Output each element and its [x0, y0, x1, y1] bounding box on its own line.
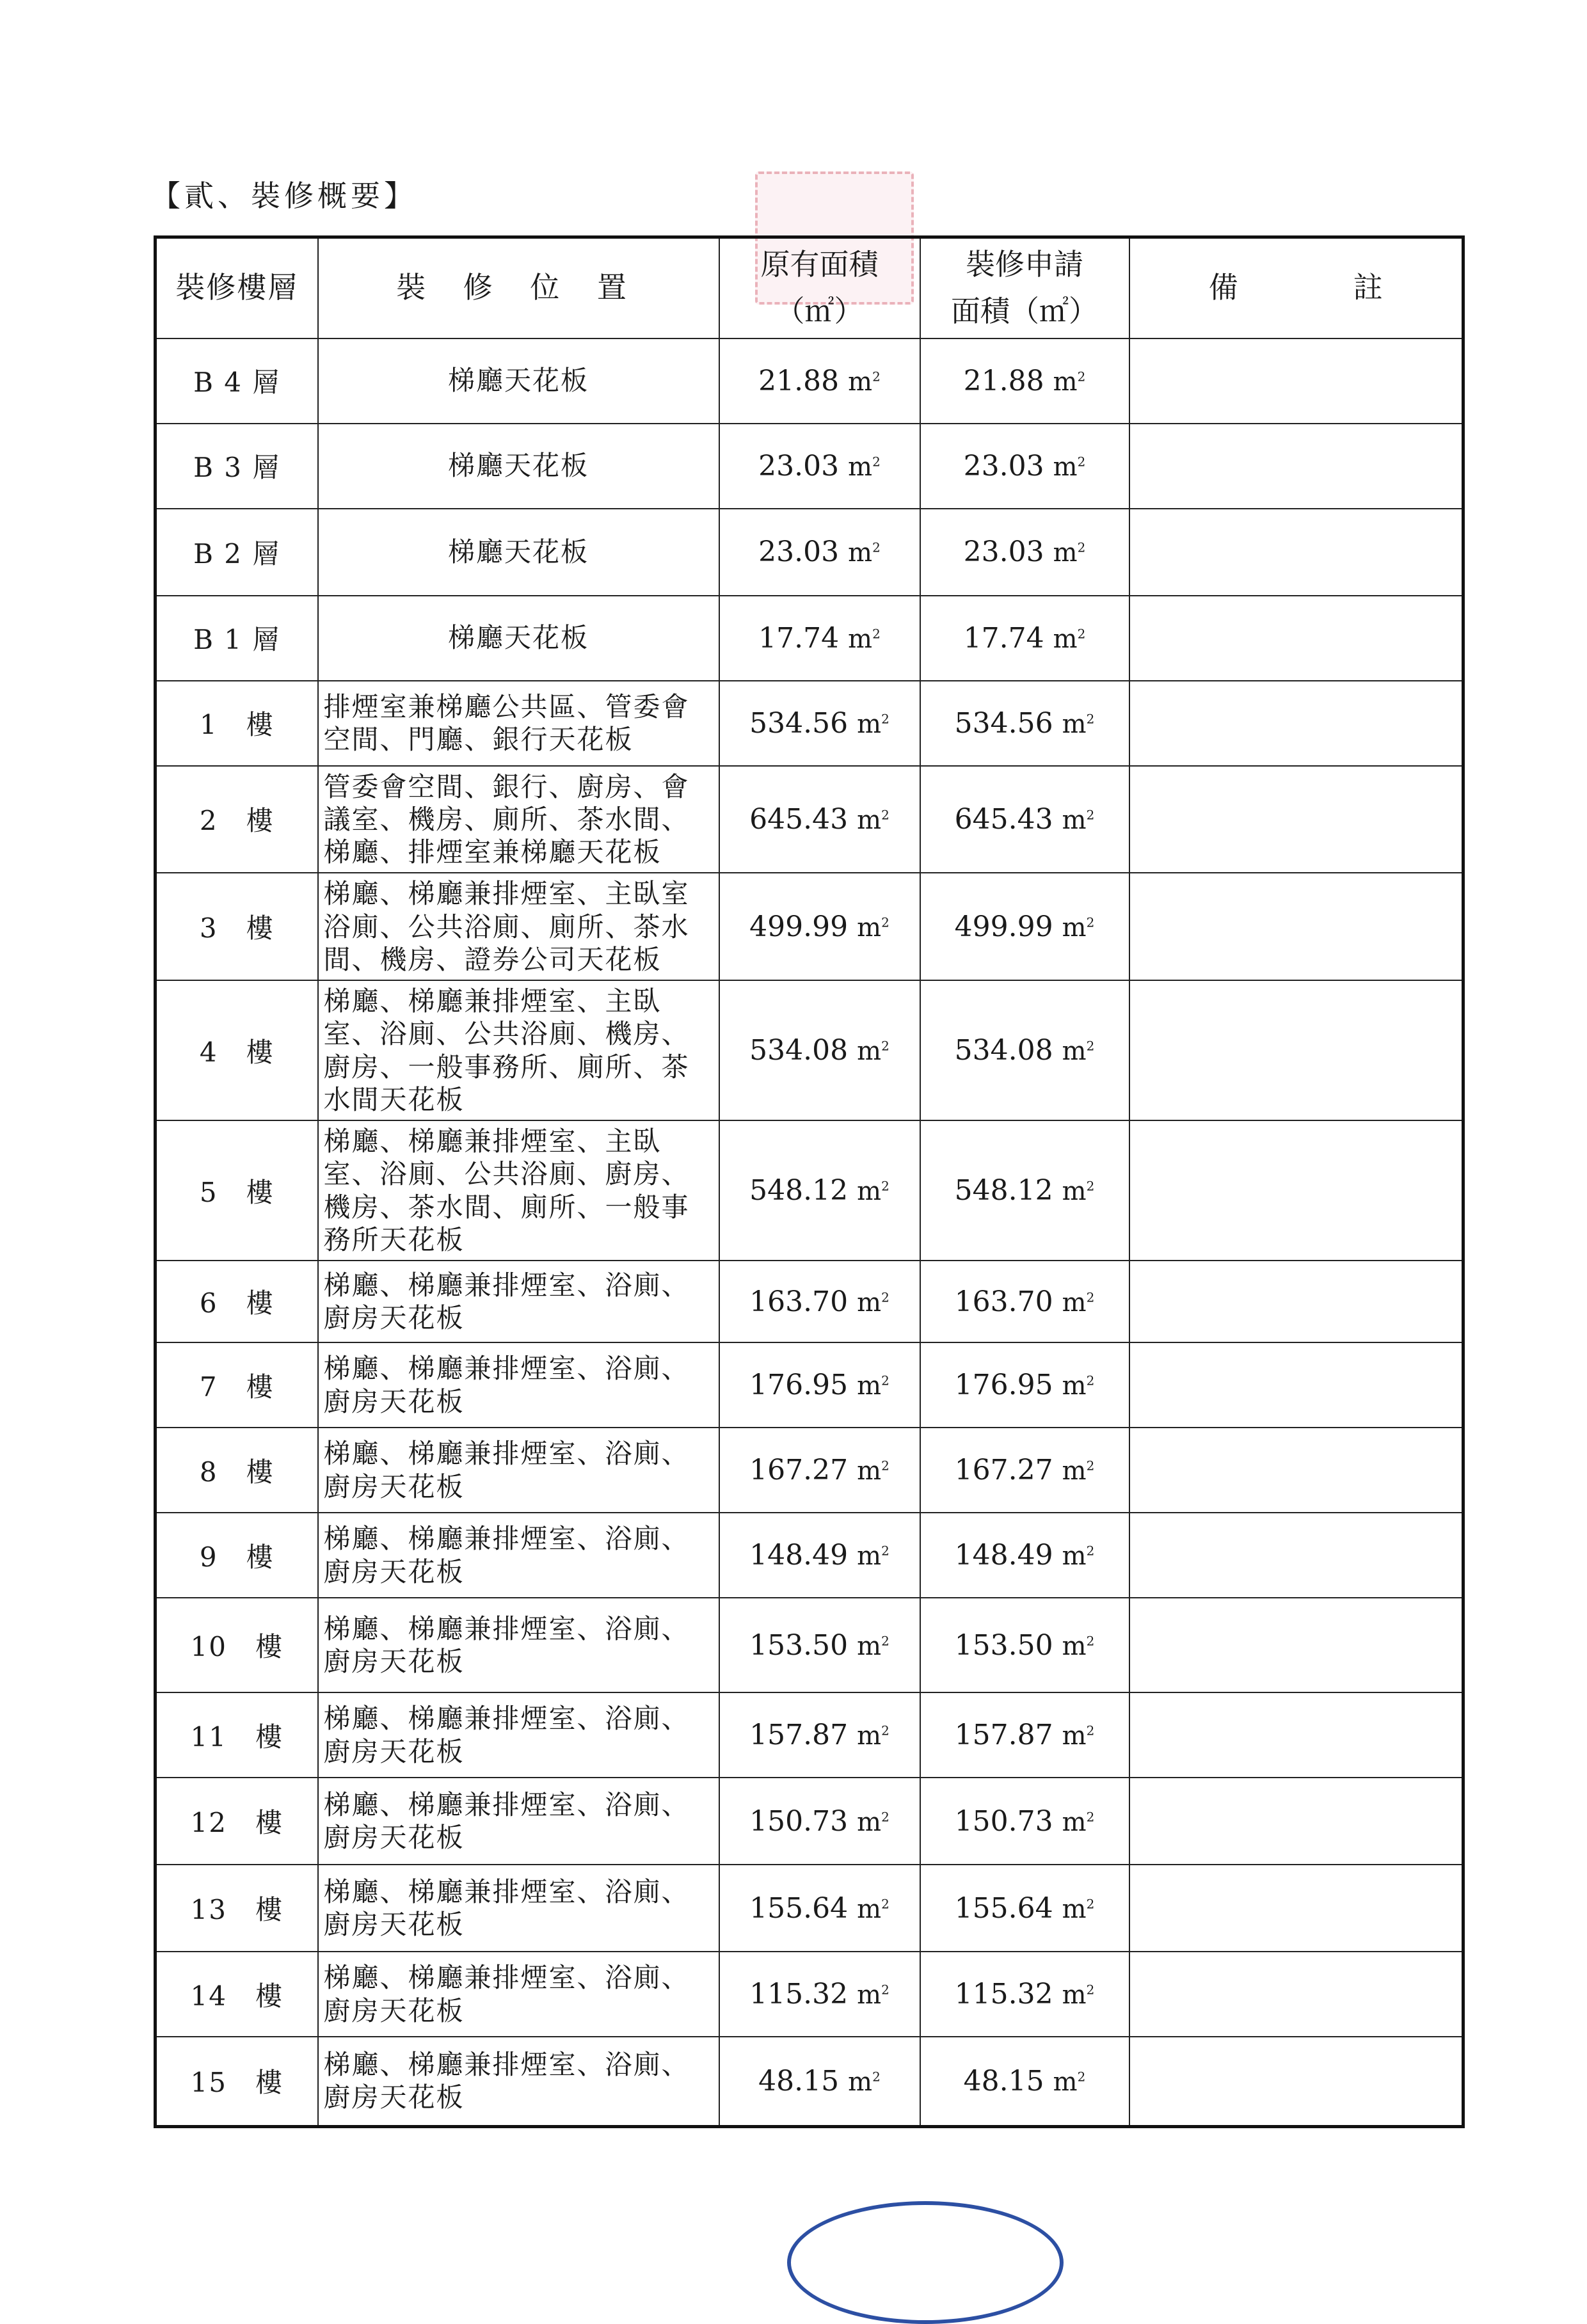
unit-exponent: 2	[1077, 369, 1086, 385]
unit-exponent: 2	[1086, 1543, 1095, 1559]
unit-label	[1062, 1371, 1095, 1401]
original-area-cell	[719, 980, 920, 1120]
unit-base: m	[848, 452, 873, 482]
unit-base: m	[1062, 1456, 1087, 1486]
unit-exponent: 2	[881, 1982, 889, 1998]
floor-cell: 2 樓	[156, 766, 318, 873]
unit-exponent: 2	[1086, 1373, 1095, 1389]
location-cell: 梯廳、梯廳兼排煙室、浴廁、廚房天花板	[318, 1428, 719, 1513]
location-cell: 梯廳、梯廳兼排煙室、浴廁、廚房天花板	[318, 2037, 719, 2126]
applied-area-value: 21.88	[963, 364, 1044, 397]
note-cell	[1129, 1952, 1463, 2037]
applied-area-cell	[920, 766, 1129, 873]
unit-base: m	[857, 1980, 882, 2010]
unit-exponent: 2	[1086, 807, 1095, 823]
location-cell: 梯廳天花板	[318, 596, 719, 681]
original-area-value: 167.27	[749, 1454, 849, 1487]
original-area-value: 548.12	[749, 1174, 849, 1207]
unit-base: m	[1062, 1980, 1087, 2010]
note-cell	[1129, 1513, 1463, 1598]
original-area-cell	[719, 1261, 920, 1342]
note-cell	[1129, 873, 1463, 980]
applied-area-cell	[920, 1778, 1129, 1865]
original-area-value: 534.56	[749, 706, 849, 740]
unit-label	[1062, 913, 1095, 943]
applied-area-value: 534.08	[954, 1034, 1053, 1067]
note-cell	[1129, 2037, 1463, 2126]
location-cell: 梯廳、梯廳兼排煙室、浴廁、廚房天花板	[318, 1778, 719, 1865]
unit-exponent: 2	[1086, 1038, 1095, 1054]
unit-exponent: 2	[1086, 1809, 1095, 1825]
unit-exponent: 2	[881, 1458, 889, 1474]
unit-label	[857, 1980, 889, 2010]
note-cell	[1129, 1428, 1463, 1513]
header-original-area-line2: （㎡）	[775, 294, 864, 329]
original-area-cell	[719, 2037, 920, 2126]
unit-base: m	[857, 1287, 882, 1317]
applied-area-cell	[920, 1513, 1129, 1598]
floor-cell: 15 樓	[156, 2037, 318, 2126]
location-cell: 梯廳、梯廳兼排煙室、浴廁、廚房天花板	[318, 1692, 719, 1778]
unit-label	[857, 1632, 889, 1661]
note-cell	[1129, 1342, 1463, 1428]
floor-cell: 8 樓	[156, 1428, 318, 1513]
section-title: 【貳、裝修概要】	[151, 179, 417, 213]
original-area-value: 17.74	[758, 621, 840, 655]
unit-exponent: 2	[1086, 711, 1095, 727]
original-area-value: 534.08	[749, 1034, 849, 1067]
applied-area-value: 115.32	[954, 1978, 1053, 2011]
applied-area-cell	[920, 338, 1129, 424]
unit-base: m	[1062, 1287, 1087, 1317]
location-cell: 梯廳、梯廳兼排煙室、浴廁、廚房天花板	[318, 1598, 719, 1692]
table-row	[156, 1865, 1463, 1952]
unit-exponent: 2	[1086, 1458, 1095, 1474]
applied-area-cell	[920, 424, 1129, 509]
unit-base: m	[1062, 1541, 1087, 1572]
header-applied-area	[920, 237, 1129, 338]
unit-label	[1053, 538, 1086, 568]
note-cell	[1129, 1120, 1463, 1261]
table-row	[156, 1428, 1463, 1513]
original-area-cell	[719, 338, 920, 424]
unit-base: m	[1053, 2067, 1078, 2097]
original-area-cell	[719, 1120, 920, 1261]
unit-exponent: 2	[872, 539, 881, 555]
floor-cell: B 1 層	[156, 596, 318, 681]
floor-cell: 5 樓	[156, 1120, 318, 1261]
note-cell	[1129, 338, 1463, 424]
unit-base: m	[857, 1721, 882, 1751]
original-area-value: 21.88	[758, 364, 840, 397]
unit-exponent: 2	[881, 1289, 889, 1305]
unit-label	[1062, 1037, 1095, 1066]
applied-area-cell	[920, 1261, 1129, 1342]
unit-label	[857, 1808, 889, 1837]
floor-cell: B 2 層	[156, 509, 318, 596]
table-row	[156, 1778, 1463, 1865]
applied-area-value: 150.73	[954, 1804, 1053, 1838]
unit-label	[857, 1541, 889, 1571]
unit-base: m	[857, 805, 882, 835]
unit-label	[1062, 1808, 1095, 1837]
unit-label	[1062, 1895, 1095, 1924]
original-area-value: 645.43	[749, 802, 849, 836]
unit-base: m	[857, 1631, 882, 1661]
table-row	[156, 1120, 1463, 1261]
unit-base: m	[1062, 1807, 1087, 1837]
header-floor: 裝修樓層	[156, 237, 318, 338]
original-area-cell	[719, 1428, 920, 1513]
unit-label	[848, 625, 881, 654]
unit-exponent: 2	[881, 1723, 889, 1739]
original-area-value: 23.03	[758, 449, 840, 482]
unit-exponent: 2	[881, 1809, 889, 1825]
table-row	[156, 596, 1463, 681]
unit-label	[848, 2067, 881, 2097]
unit-base: m	[857, 1894, 882, 1924]
location-cell: 梯廳、梯廳兼排煙室、浴廁、廚房天花板	[318, 1865, 719, 1952]
floor-cell: 3 樓	[156, 873, 318, 980]
original-area-value: 23.03	[758, 536, 840, 568]
location-cell: 梯廳、梯廳兼排煙室、浴廁、廚房天花板	[318, 1342, 719, 1428]
unit-exponent: 2	[881, 1373, 889, 1389]
applied-area-value: 534.56	[954, 706, 1053, 740]
unit-label	[857, 806, 889, 835]
applied-area-cell	[920, 596, 1129, 681]
note-cell	[1129, 1261, 1463, 1342]
applied-area-value: 157.87	[954, 1719, 1053, 1752]
unit-base: m	[1062, 912, 1087, 943]
floor-cell: 1 樓	[156, 681, 318, 766]
unit-label	[857, 913, 889, 943]
unit-label	[1062, 1456, 1095, 1486]
header-location: 裝 修 位 置	[318, 237, 719, 338]
table-row	[156, 338, 1463, 424]
header-note-char-a: 備	[1208, 270, 1238, 305]
unit-exponent: 2	[881, 1633, 889, 1649]
original-area-value: 163.70	[749, 1285, 849, 1318]
unit-exponent: 2	[881, 1178, 889, 1194]
applied-area-cell	[920, 509, 1129, 596]
applied-area-value: 499.99	[954, 910, 1053, 943]
table-body	[156, 338, 1463, 2127]
original-area-value: 148.49	[749, 1539, 849, 1572]
applied-area-cell	[920, 1598, 1129, 1692]
floor-cell: 7 樓	[156, 1342, 318, 1428]
note-cell	[1129, 509, 1463, 596]
table-row	[156, 1513, 1463, 1598]
unit-label	[857, 1177, 889, 1206]
applied-area-value: 167.27	[954, 1454, 1053, 1487]
table-row	[156, 766, 1463, 873]
header-applied-area-line1: 裝修申請	[966, 246, 1083, 282]
unit-exponent: 2	[881, 1038, 889, 1054]
table-row	[156, 1952, 1463, 2037]
floor-cell: 4 樓	[156, 980, 318, 1120]
floor-cell: 12 樓	[156, 1778, 318, 1865]
floor-cell: 9 樓	[156, 1513, 318, 1598]
table-row	[156, 1692, 1463, 1778]
note-cell	[1129, 1778, 1463, 1865]
applied-area-cell	[920, 1342, 1129, 1428]
unit-label	[1053, 452, 1086, 482]
original-area-cell	[719, 1598, 920, 1692]
unit-label	[1053, 2067, 1086, 2097]
original-area-value: 176.95	[749, 1369, 849, 1402]
unit-base: m	[848, 2067, 873, 2097]
table-row	[156, 980, 1463, 1120]
unit-exponent: 2	[1077, 626, 1086, 642]
unit-label	[1062, 1177, 1095, 1206]
header-original-area-line1: 原有面積	[760, 246, 879, 282]
unit-label	[857, 1456, 889, 1486]
unit-base: m	[857, 1371, 882, 1401]
unit-base: m	[1053, 452, 1078, 482]
unit-label	[848, 538, 881, 568]
unit-base: m	[1062, 1371, 1087, 1401]
unit-exponent: 2	[872, 2069, 881, 2085]
unit-exponent: 2	[1086, 1723, 1095, 1739]
original-area-cell	[719, 1513, 920, 1598]
table-row	[156, 681, 1463, 766]
original-area-cell	[719, 1865, 920, 1952]
applied-area-value: 153.50	[954, 1628, 1053, 1662]
original-area-cell	[719, 681, 920, 766]
unit-base: m	[857, 1807, 882, 1837]
renovation-summary-table	[154, 235, 1465, 2128]
unit-base: m	[848, 538, 873, 568]
original-area-value: 150.73	[749, 1804, 849, 1838]
unit-label	[857, 710, 889, 739]
applied-area-value: 17.74	[963, 621, 1044, 655]
unit-base: m	[848, 367, 873, 397]
header-note-char-b: 註	[1353, 270, 1383, 305]
original-area-cell	[719, 509, 920, 596]
original-area-cell	[719, 873, 920, 980]
unit-label	[1062, 1632, 1095, 1661]
applied-area-cell	[920, 1952, 1129, 2037]
original-area-value: 48.15	[758, 2064, 840, 2097]
location-cell: 梯廳天花板	[318, 338, 719, 424]
unit-exponent: 2	[1077, 2069, 1086, 2085]
unit-label	[857, 1721, 889, 1751]
applied-area-cell	[920, 681, 1129, 766]
table-row	[156, 1342, 1463, 1428]
unit-label	[1062, 1541, 1095, 1571]
unit-base: m	[857, 1037, 882, 1067]
location-cell: 排煙室兼梯廳公共區、管委會空間、門廳、銀行天花板	[318, 681, 719, 766]
unit-exponent: 2	[1086, 1896, 1095, 1912]
applied-area-value: 155.64	[954, 1891, 1053, 1925]
unit-exponent: 2	[872, 626, 881, 642]
unit-exponent: 2	[1086, 914, 1095, 930]
location-cell: 梯廳天花板	[318, 424, 719, 509]
unit-exponent: 2	[1086, 1289, 1095, 1305]
table-row	[156, 509, 1463, 596]
applied-area-value: 645.43	[954, 802, 1053, 836]
unit-label	[1062, 1288, 1095, 1317]
original-area-value: 115.32	[749, 1978, 849, 2011]
original-area-cell	[719, 1952, 920, 2037]
unit-label	[857, 1371, 889, 1401]
unit-exponent: 2	[881, 711, 889, 727]
table-row	[156, 1598, 1463, 1692]
floor-cell: 14 樓	[156, 1952, 318, 2037]
unit-base: m	[857, 912, 882, 943]
unit-base: m	[1062, 805, 1087, 835]
header-note	[1129, 237, 1463, 338]
floor-cell: B 4 層	[156, 338, 318, 424]
table-header-row	[156, 237, 1463, 338]
location-cell: 管委會空間、銀行、廚房、會議室、機房、廁所、茶水間、梯廳、排煙室兼梯廳天花板	[318, 766, 719, 873]
applied-area-cell	[920, 2037, 1129, 2126]
original-area-value: 155.64	[749, 1891, 849, 1925]
unit-base: m	[1062, 1631, 1087, 1661]
applied-area-cell	[920, 1692, 1129, 1778]
unit-exponent: 2	[1077, 454, 1086, 470]
unit-base: m	[857, 709, 882, 739]
table-row	[156, 2037, 1463, 2126]
unit-label	[857, 1288, 889, 1317]
applied-area-cell	[920, 1120, 1129, 1261]
location-cell: 梯廳、梯廳兼排煙室、主臥室浴廁、公共浴廁、廁所、茶水間、機房、證券公司天花板	[318, 873, 719, 980]
unit-base: m	[857, 1456, 882, 1486]
unit-base: m	[1062, 1721, 1087, 1751]
unit-base: m	[857, 1541, 882, 1572]
applied-area-cell	[920, 873, 1129, 980]
unit-exponent: 2	[1086, 1633, 1095, 1649]
unit-base: m	[1053, 624, 1078, 654]
location-cell: 梯廳、梯廳兼排煙室、主臥室、浴廁、公共浴廁、機房、廚房、一般事務所、廁所、茶水間天花板	[318, 980, 719, 1120]
unit-label	[1062, 1721, 1095, 1751]
table-row	[156, 1261, 1463, 1342]
applied-area-cell	[920, 980, 1129, 1120]
unit-exponent: 2	[1077, 539, 1086, 555]
original-area-value: 157.87	[749, 1719, 849, 1752]
floor-cell: 10 樓	[156, 1598, 318, 1692]
note-cell	[1129, 1865, 1463, 1952]
table-row	[156, 873, 1463, 980]
unit-base: m	[1053, 367, 1078, 397]
original-area-cell	[719, 1342, 920, 1428]
applied-area-value: 23.03	[963, 536, 1044, 568]
blue-seal-mark	[787, 2201, 1064, 2324]
note-cell	[1129, 424, 1463, 509]
applied-area-cell	[920, 1428, 1129, 1513]
applied-area-value: 48.15	[963, 2064, 1044, 2097]
header-original-area	[719, 237, 920, 338]
note-cell	[1129, 1692, 1463, 1778]
unit-label	[1053, 367, 1086, 397]
note-cell	[1129, 681, 1463, 766]
unit-label	[1062, 1980, 1095, 2010]
unit-base: m	[857, 1177, 882, 1207]
applied-area-value: 163.70	[954, 1285, 1053, 1318]
floor-cell: 6 樓	[156, 1261, 318, 1342]
floor-cell: 13 樓	[156, 1865, 318, 1952]
unit-label	[1062, 806, 1095, 835]
unit-exponent: 2	[1086, 1982, 1095, 1998]
unit-exponent: 2	[872, 369, 881, 385]
unit-base: m	[1062, 1894, 1087, 1924]
note-cell	[1129, 980, 1463, 1120]
unit-label	[857, 1895, 889, 1924]
unit-exponent: 2	[881, 807, 889, 823]
applied-area-value: 148.49	[954, 1539, 1053, 1572]
unit-base: m	[1062, 709, 1087, 739]
unit-exponent: 2	[881, 914, 889, 930]
unit-exponent: 2	[881, 1896, 889, 1912]
applied-area-value: 23.03	[963, 449, 1044, 482]
original-area-cell	[719, 1692, 920, 1778]
applied-area-value: 548.12	[954, 1174, 1053, 1207]
unit-label	[1053, 625, 1086, 654]
unit-label	[848, 452, 881, 482]
location-cell: 梯廳、梯廳兼排煙室、浴廁、廚房天花板	[318, 1261, 719, 1342]
unit-exponent: 2	[872, 454, 881, 470]
original-area-cell	[719, 766, 920, 873]
note-cell	[1129, 596, 1463, 681]
original-area-value: 499.99	[749, 910, 849, 943]
original-area-value: 153.50	[749, 1628, 849, 1662]
unit-exponent: 2	[1086, 1178, 1095, 1194]
unit-base: m	[1062, 1037, 1087, 1067]
unit-base: m	[848, 624, 873, 654]
applied-area-cell	[920, 1865, 1129, 1952]
original-area-cell	[719, 1778, 920, 1865]
location-cell: 梯廳、梯廳兼排煙室、浴廁、廚房天花板	[318, 1513, 719, 1598]
floor-cell: 11 樓	[156, 1692, 318, 1778]
unit-base: m	[1053, 538, 1078, 568]
header-applied-area-line2: 面積（㎡）	[951, 294, 1098, 329]
applied-area-value: 176.95	[954, 1369, 1053, 1402]
unit-label	[848, 367, 881, 397]
note-cell	[1129, 766, 1463, 873]
unit-label	[857, 1037, 889, 1066]
location-cell: 梯廳、梯廳兼排煙室、浴廁、廚房天花板	[318, 1952, 719, 2037]
unit-label	[1062, 710, 1095, 739]
original-area-cell	[719, 424, 920, 509]
location-cell: 梯廳、梯廳兼排煙室、主臥室、浴廁、公共浴廁、廚房、機房、茶水間、廁所、一般事務所天花板	[318, 1120, 719, 1261]
unit-exponent: 2	[881, 1543, 889, 1559]
original-area-cell	[719, 596, 920, 681]
location-cell: 梯廳天花板	[318, 509, 719, 596]
unit-base: m	[1062, 1177, 1087, 1207]
table-row	[156, 424, 1463, 509]
note-cell	[1129, 1598, 1463, 1692]
floor-cell: B 3 層	[156, 424, 318, 509]
